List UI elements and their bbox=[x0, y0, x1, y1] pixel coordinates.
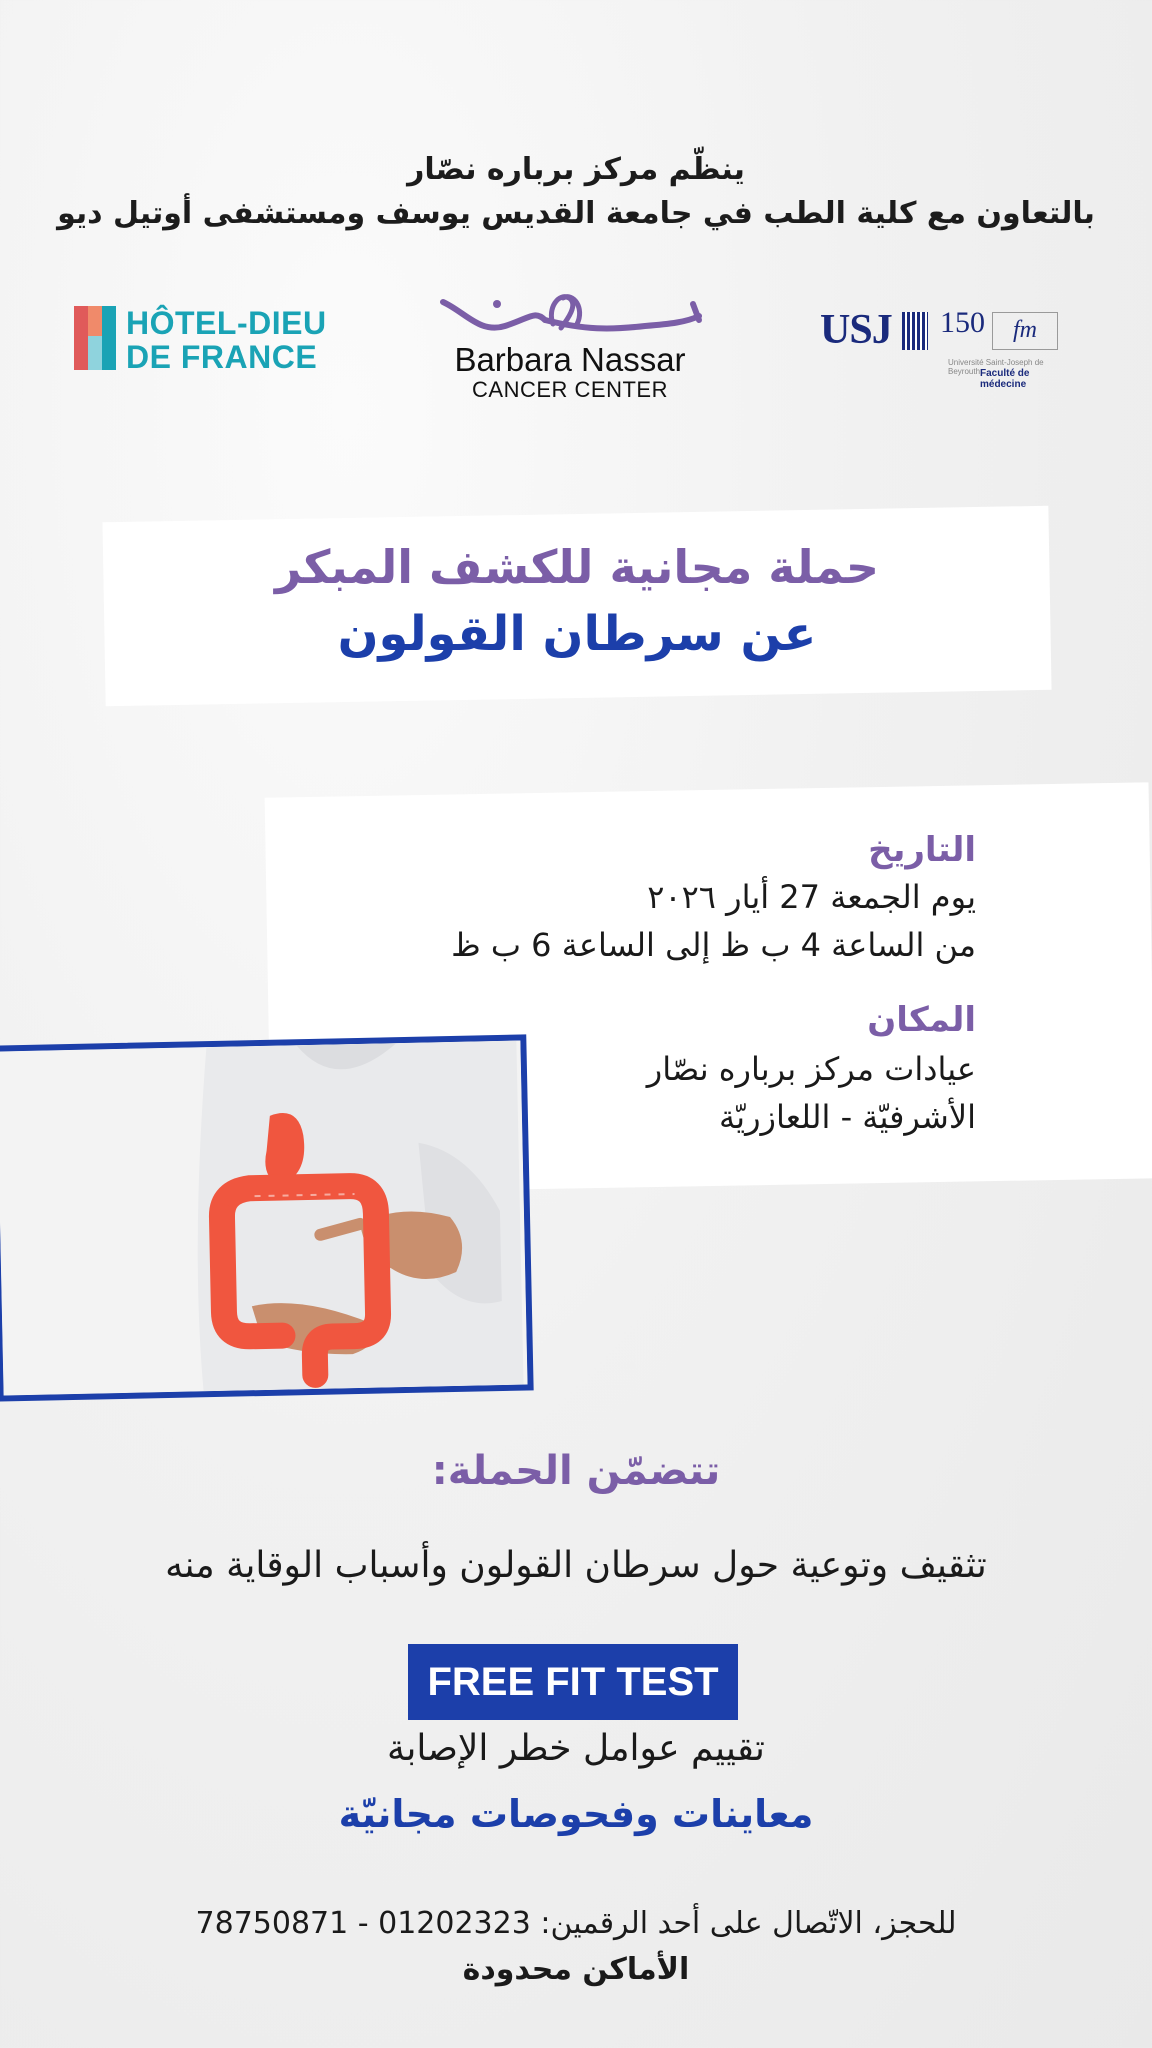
cancer-center-label: CANCER CENTER bbox=[472, 377, 668, 402]
usj-university-name: Université Saint-Joseph de Beyrouth bbox=[948, 358, 1044, 376]
hotel-dieu-name-line1: HÔTEL-DIEU bbox=[126, 305, 327, 341]
event-date: يوم الجمعة 27 أيار ٢٠٢٦ bbox=[647, 878, 976, 916]
date-label: التاريخ bbox=[868, 830, 976, 870]
limited-places-note: الأماكن محدودة bbox=[462, 1952, 690, 1987]
usj-logo bbox=[818, 302, 1076, 390]
colon-illustration-photo bbox=[0, 1034, 534, 1401]
collaboration-line: بالتعاون مع كلية الطب في جامعة القديس يوسف ومستشفى أوتيل ديو bbox=[57, 196, 1095, 231]
organizer-line: ينظّم مركز برباره نصّار bbox=[407, 152, 745, 187]
education-item: تثقيف وتوعية حول سرطان القولون وأسباب الوقاية منه bbox=[165, 1545, 987, 1586]
free-fit-test-badge: FREE FIT TEST bbox=[408, 1644, 738, 1720]
place-label: المكان bbox=[867, 1000, 976, 1040]
hotel-dieu-name-line2: DE FRANCE bbox=[126, 339, 318, 375]
person-holding-colon-icon bbox=[0, 1041, 528, 1396]
hotel-dieu-logo bbox=[74, 304, 344, 376]
barbara-nassar-name: Barbara Nassar bbox=[454, 341, 686, 378]
usj-text: USJ bbox=[820, 307, 892, 353]
usj-anniversary-mark: 150 bbox=[940, 306, 985, 339]
event-place-line2: الأشرفيّة - اللعازريّة bbox=[719, 1098, 976, 1136]
booking-contact: للحجز، الاتّصال على أحد الرقمين: 01202323 - 78750871 bbox=[195, 1906, 957, 1941]
organizer-header bbox=[0, 148, 1152, 236]
hotel-dieu-mark-icon bbox=[74, 306, 120, 370]
barbara-nassar-logo bbox=[430, 290, 710, 410]
usj-building-icon bbox=[902, 312, 928, 350]
fm-mark: fm bbox=[992, 312, 1058, 350]
event-time: من الساعة 4 ب ظ إلى الساعة 6 ب ظ bbox=[451, 926, 976, 964]
ribbon-signature-icon bbox=[435, 290, 705, 340]
free-exams-item: معاينات وفحوصات مجانيّة bbox=[338, 1792, 814, 1836]
campaign-title: حملة مجانية للكشف المبكر bbox=[275, 540, 879, 594]
event-place-line1: عيادات مركز برباره نصّار bbox=[646, 1050, 976, 1088]
campaign-subtitle: عن سرطان القولون bbox=[337, 606, 817, 662]
usj-faculty-name: Faculté de médecine bbox=[980, 368, 1030, 390]
includes-heading: تتضمّن الحملة: bbox=[431, 1448, 721, 1494]
risk-assessment-item: تقييم عوامل خطر الإصابة bbox=[387, 1728, 765, 1769]
